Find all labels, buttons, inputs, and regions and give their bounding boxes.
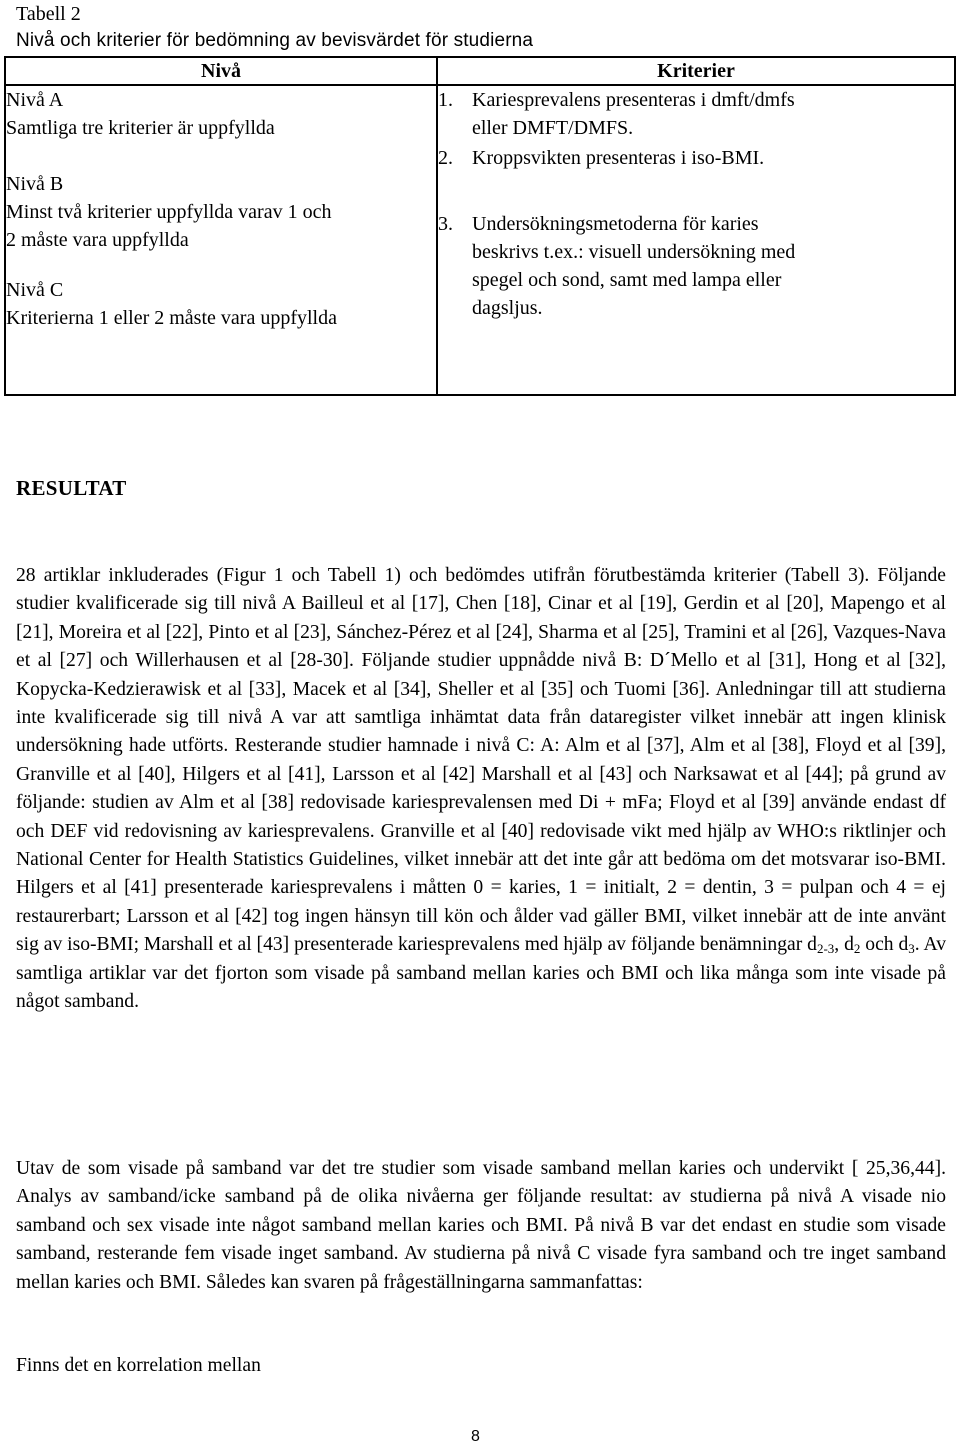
subscript: 2-3	[816, 941, 835, 957]
levels-cell	[5, 85, 437, 395]
p1-text: , d	[834, 934, 854, 956]
page-number: 8	[471, 1428, 480, 1445]
criterion-text: Kroppsvikten presenteras i iso-BMI.	[472, 147, 765, 169]
table-caption: Nivå och kriterier för bedömning av bevisvärdet för studierna	[16, 30, 534, 51]
criterion-text: eller DMFT/DMFS.	[472, 117, 634, 139]
criterion-text: beskrivs t.ex.: visuell undersökning med	[472, 241, 796, 263]
criteria-cell	[437, 85, 955, 395]
table-label: Tabell 2	[16, 3, 81, 25]
table-body-row	[5, 85, 955, 395]
p1-text: och d	[860, 934, 909, 956]
criterion-text: dagsljus.	[472, 297, 543, 319]
results-paragraph-2: Utav de som visade på samband var det tre studier som visade samband mellan karies och undervikt [ 25,36,44]. Analys av samband/icke samband på de olika nivåerna ger följande resultat: av studierna på nivå A visade nio samband och sex visade inte något samband mellan karies och BMI. På nivå B var det endast en studie som visade samband, resterande fem visade inget samband. Av studierna på nivå C visade fyra samband och tre inget samband mellan karies och BMI. Således kan svaren på frågeställningarna sammanfattas:	[16, 1158, 946, 1293]
criterion-number: 1.	[438, 89, 453, 111]
level-b-desc-1: Minst två kriterier uppfyllda varav 1 och	[6, 201, 332, 223]
criterion-number: 3.	[438, 213, 453, 235]
table-header-row	[5, 57, 955, 85]
level-b-desc-2: 2 måste vara uppfyllda	[6, 229, 189, 251]
section-heading: RESULTAT	[16, 476, 127, 500]
level-b-title: Nivå B	[6, 173, 64, 195]
criterion-item	[438, 144, 954, 200]
criterion-item	[438, 210, 954, 322]
header-kriterier: Kriterier	[437, 57, 955, 85]
p1-text: . Av samtliga artiklar var det fjorton som visade på samband mellan karies och BMI och lika många som inte visade på något samband.	[16, 934, 946, 1013]
criteria-list	[438, 86, 954, 322]
level-c-desc: Kriterierna 1 eller 2 måste vara uppfyllda	[6, 307, 337, 329]
criterion-text: Kariesprevalens presenteras i dmft/dmfs	[472, 89, 795, 111]
subscript: 2	[853, 941, 861, 957]
criterion-number: 2.	[438, 147, 453, 169]
criteria-table	[4, 56, 956, 396]
results-paragraph-3: Finns det en korrelation mellan	[16, 1355, 261, 1376]
level-c-title: Nivå C	[6, 279, 64, 301]
results-paragraph-1	[16, 562, 946, 1017]
header-niva: Nivå	[5, 57, 437, 85]
level-a-title: Nivå A	[6, 89, 64, 111]
level-a-desc: Samtliga tre kriterier är uppfyllda	[6, 117, 275, 139]
subscript: 3	[908, 941, 915, 957]
criterion-text: spegel och sond, samt med lampa eller	[472, 269, 782, 291]
criterion-text: Undersökningsmetoderna för karies	[472, 213, 759, 235]
p1-text: 28 artiklar inkluderades (Figur 1 och Tabell 1) och bedömdes utifrån förutbestämda kriterier (Tabell 3). Följande studier kvalificerade sig till nivå A Bailleul et al [17], Chen [18], Cinar et al [19], Gerdin et al [20], Mapengo et al [21], Moreira et al [22], Pinto et al [23], Sánchez-Pérez et al [24], Sharma et al [25], Tramini et al [26], Vazques-Nava et al [27] och Willerhausen et al [28-30]. Följande studier uppnådde nivå B: D´Mello et al [31], Hong et al [32], Kopycka-Kedzierawisk et al [33], Macek et al [34], Sheller et al [35] och Tuomi [36]. Anledningar till att studierna inte kvalificerade sig till nivå A var att samtliga inhämtat data från dataregister vilket innebär att ingen klinisk undersökning hade utförts. Resterande studier hamnade i nivå C: A: Alm et al [37], Alm et al [38], Floyd et al [39], Granville et al [40], Hilgers et al [41], Larsson et al [42] Marshall et al [43] och Narksawat et al [44]; på grund av följande: studien av Alm et al [38] redovisade kariesprevalensen med Di + mFa; Floyd et al [39] använde endast df och DEF vid redovisning av kariesprevalens. Granville et al [40] redovisade vikt med hjälp av WHO:s riktlinjer och National Center for Health Statistics Guidelines, vilket innebär att det inte går att bedöma om det motsvarar iso-BMI. Hilgers et al [41] presenterade kariesprevalens i måtten 0 = karies, 1 = initialt, 2 = dentin, 3 = pulpan och 4 = ej restaurerbart; Larsson et al [42] tog ingen hänsyn till kön och ålder vad gäller BMI, vilket innebär att de inte använt sig av iso-BMI; Marshall et al [43] presenterade kariesprevalens med hjälp av följande benämningar d	[16, 565, 946, 956]
